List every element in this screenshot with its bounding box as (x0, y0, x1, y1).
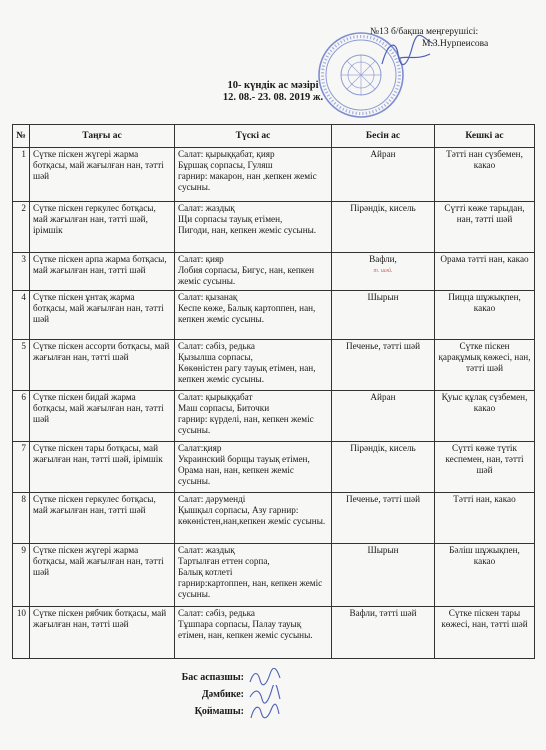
lunch-cell: Салат: қырыққабат Маш сорпасы, Биточки гарнир: күрделі, нан, кепкен жеміс сусыны. (175, 391, 332, 442)
breakfast-cell: Сүтке піскен рябчик ботқасы, май жағылған нан, тәтті шәй (30, 607, 175, 659)
signatures-block (0, 672, 546, 723)
menu-table (12, 124, 535, 659)
table-row (13, 442, 535, 493)
col-header-breakfast: Таңғы ас (30, 125, 175, 148)
dinner-cell: Тәтті нан сүзбемен, какао (435, 148, 535, 202)
row-number: 10 (13, 607, 30, 659)
breakfast-cell: Сүтке піскен тары ботқасы, май жағылған нан, тәтті шәй, ірімшік (30, 442, 175, 493)
dinner-cell: Орама тәтті нан, какао (435, 253, 535, 291)
dinner-cell: Пицца шұжықпен, какао (435, 291, 535, 340)
table-header-row (13, 125, 535, 148)
cook-label: Бас аспазшы: (181, 672, 244, 683)
table-row (13, 391, 535, 442)
table-row (13, 291, 535, 340)
row-number: 1 (13, 148, 30, 202)
row-number: 5 (13, 340, 30, 391)
row-number: 9 (13, 544, 30, 607)
breakfast-cell: Сүтке піскен жүгері жарма ботқасы, май жағылған нан, тәтті шәй (30, 148, 175, 202)
snack-text: Вафли, (369, 254, 397, 264)
signature-row-storekeeper (0, 706, 546, 723)
snack-cell: Шырын (332, 544, 435, 607)
table-row (13, 340, 535, 391)
nurse-label: Дәмбике: (201, 689, 244, 700)
lunch-cell: Салат: сәбіз, редька Тұшпара сорпасы, Палау тауық етімен, нан, кепкен жеміс сусыны. (175, 607, 332, 659)
table-row (13, 544, 535, 607)
approval-header (370, 26, 488, 50)
row-number: 8 (13, 493, 30, 544)
row-number: 6 (13, 391, 30, 442)
storekeeper-signature (248, 702, 282, 722)
breakfast-cell: Сүтке піскен арпа жарма ботқасы, май жағылған нан, тәтті шәй (30, 253, 175, 291)
breakfast-cell: Сүтке піскен ассорти ботқасы, май жағылған нан, тәтті шәй (30, 340, 175, 391)
dinner-cell: Сүтті көже түтік кеспемен, нан, тәтті шәй (435, 442, 535, 493)
snack-cell: Пірәндік, кисель (332, 442, 435, 493)
breakfast-cell: Сүтке піскен геркулес ботқасы, май жағылған нан, тәтті шәй, ірімшік (30, 202, 175, 253)
snack-cell: Шырын (332, 291, 435, 340)
row-number: 4 (13, 291, 30, 340)
col-header-lunch: Түскі ас (175, 125, 332, 148)
snack-cell: Пірәндік, кисель (332, 202, 435, 253)
table-row (13, 148, 535, 202)
head-name: М.З.Нурпеисова (422, 39, 489, 49)
dinner-cell: Бәліш шұжықпен, какао (435, 544, 535, 607)
snack-cell: Печенье, тәтті шәй (332, 340, 435, 391)
snack-cell: Вафли, тәтті шәй (332, 607, 435, 659)
row-number: 3 (13, 253, 30, 291)
dinner-cell: Сүтке піскен тары көжесі, нан, тәтті шәй (435, 607, 535, 659)
breakfast-cell: Сүтке піскен геркулес ботқасы, май жағылған нан, тәтті шәй (30, 493, 175, 544)
snack-cell (332, 253, 435, 291)
lunch-cell: Салат: қияр Лобия сорпасы, Бигус, нан, кепкен жеміс сусыны. (175, 253, 332, 291)
dinner-cell: Сүтке піскен қарақұмық көжесі, нан, тәтті шәй (435, 340, 535, 391)
menu-title (0, 80, 546, 104)
lunch-cell: Салат: қызанақ Кеспе көже, Балық картоппен, нан, кепкен жеміс сусыны. (175, 291, 332, 340)
table-row (13, 607, 535, 659)
table-row (13, 493, 535, 544)
snack-cell: Печенье, тәтті шәй (332, 493, 435, 544)
col-header-dinner: Кешкі ас (435, 125, 535, 148)
dinner-cell: Қуыс құлақ сүзбемен, какао (435, 391, 535, 442)
table-row (13, 253, 535, 291)
breakfast-cell: Сүтке піскен бидай жарма ботқасы, май жағылған нан, тәтті шәй (30, 391, 175, 442)
lunch-cell: Салат: қырыққабат, қияр Бұршақ сорпасы, Гуляш гарнир: макарон, нан ,кепкен жеміс сусыны. (175, 148, 332, 202)
table-row (13, 202, 535, 253)
col-header-number: № (13, 125, 30, 148)
dinner-cell: Сүтті көже тарыдан, нан, тәтті шәй (435, 202, 535, 253)
storekeeper-label: Қоймашы: (194, 706, 244, 717)
lunch-cell: Салат: жаздық Тартылған еттен сорпа, Балық котлеті гарнир:картоппен, нан, кепкен жеміс сусыны. (175, 544, 332, 607)
snack-cell: Айран (332, 148, 435, 202)
breakfast-cell: Сүтке піскен ұнтақ жарма ботқасы, май жағылған нан, тәтті шәй (30, 291, 175, 340)
dinner-cell: Тәтті нан, какао (435, 493, 535, 544)
lunch-cell: Салат: жаздық Щи сорпасы тауық етімен, Пигоди, нан, кепкен жеміс сусыны. (175, 202, 332, 253)
row-number: 2 (13, 202, 30, 253)
menu-date-range: 12. 08.- 23. 08. 2019 ж. (222, 92, 324, 103)
head-title: №13 б/бақша меңгерушісі: (370, 27, 479, 37)
handwritten-note: т. шәй. (373, 268, 393, 274)
lunch-cell: Салат: дәруменді Қышқыл сорпасы, Азу гарнир: көкөністен,нан,кепкен жеміс сусыны. (175, 493, 332, 544)
col-header-snack: Бесін ас (332, 125, 435, 148)
snack-cell: Айран (332, 391, 435, 442)
lunch-cell: Салат:қияр Украинский борщы тауық етімен, Орама нан, нан, кепкен жеміс сусыны. (175, 442, 332, 493)
row-number: 7 (13, 442, 30, 493)
menu-title-main: 10- күндік ас мәзірі (227, 80, 319, 91)
breakfast-cell: Сүтке піскен жүгері жарма ботқасы, май жағылған нан, тәтті шәй (30, 544, 175, 607)
lunch-cell: Салат: сәбіз, редька Қызылша сорпасы, Көкөністен рагу тауық етімен, нан, кепкен жеміс сусыны. (175, 340, 332, 391)
